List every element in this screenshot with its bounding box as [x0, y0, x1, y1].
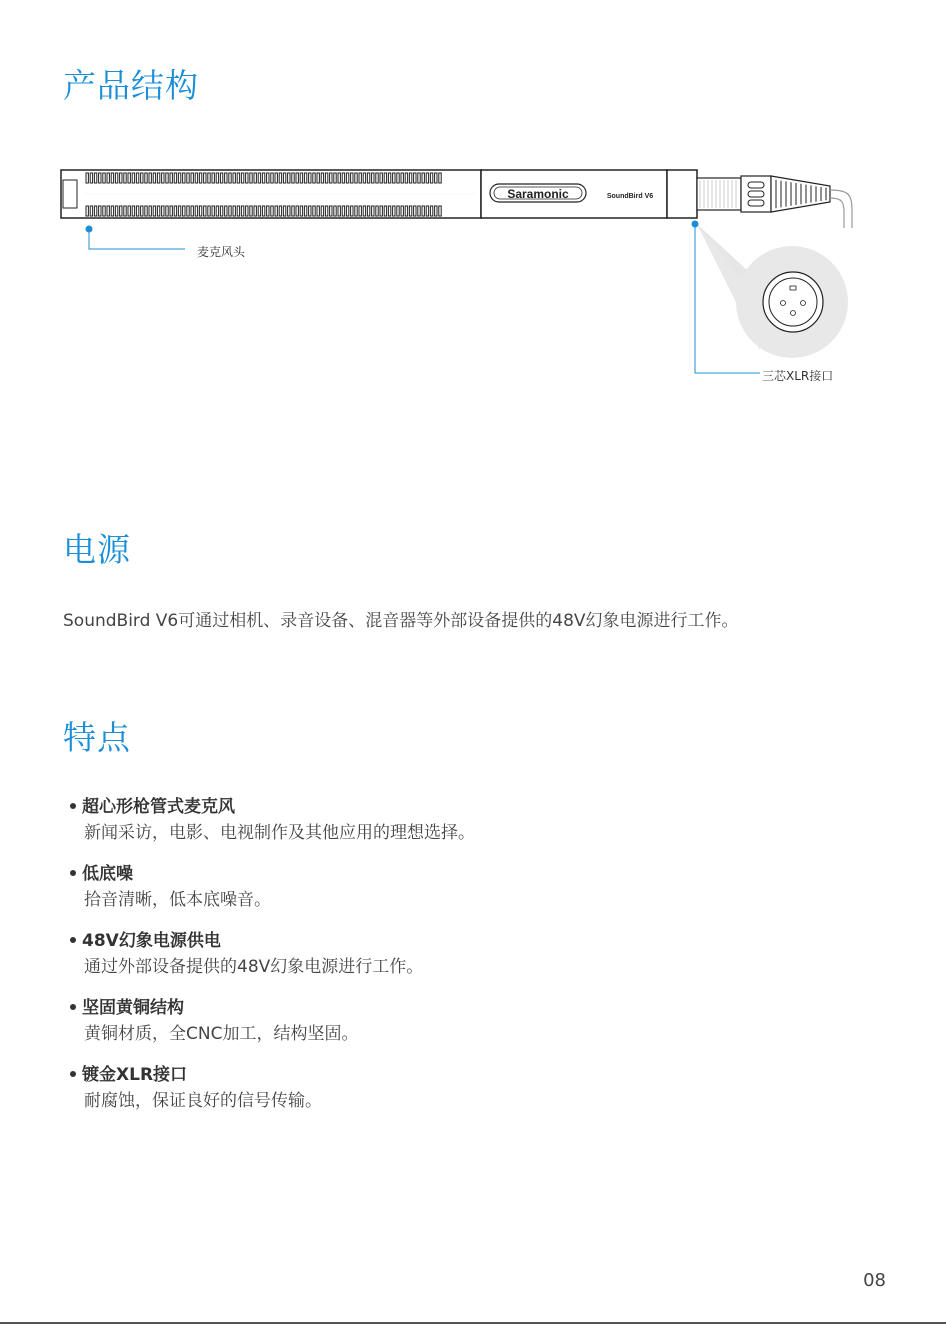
bullet-icon [70, 1004, 76, 1010]
feature-title: 超心形枪管式麦克风 [82, 797, 235, 817]
feature-item [66, 995, 886, 1062]
feature-desc: 耐腐蚀，保证良好的信号传输。 [84, 1091, 322, 1111]
feature-list [66, 794, 886, 1129]
model-text: SoundBird V6 [606, 193, 654, 200]
feature-desc: 通过外部设备提供的48V幻象电源进行工作。 [84, 957, 424, 977]
callout-label-mesh-head: 麦克风头 [197, 245, 246, 259]
feature-desc: 拾音清晰，低本底噪音。 [84, 890, 271, 910]
microphone-mesh-head [61, 170, 481, 218]
microphone-structure-diagram [0, 150, 946, 400]
microphone-body [481, 170, 667, 218]
callout-xlr [692, 221, 849, 374]
feature-desc: 黄铜材质，全CNC加工，结构坚固。 [84, 1024, 359, 1044]
callout-label-xlr-connector: 三芯XLR接口 [762, 369, 834, 383]
feature-title: 坚固黄铜结构 [82, 998, 184, 1018]
feature-title: 镀金XLR接口 [82, 1065, 188, 1085]
bullet-icon [70, 803, 76, 809]
section-title-structure: 产品结构 [63, 66, 199, 105]
feature-desc: 新闻采访，电影、电视制作及其他应用的理想选择。 [84, 823, 475, 843]
section-title-features: 特点 [63, 718, 131, 757]
microphone-rear-cap [667, 170, 697, 218]
feature-title: 低底噪 [82, 864, 133, 884]
section-title-power: 电源 [63, 530, 131, 569]
power-description: SoundBird V6可通过相机、录音设备、混音器等外部设备提供的48V幻象电源进行工作。 [63, 611, 739, 631]
feature-item [66, 928, 886, 995]
callout-mesh-head [86, 226, 186, 250]
feature-item [66, 861, 886, 928]
page-number: 08 [863, 1270, 886, 1291]
bullet-icon [70, 1071, 76, 1077]
feature-item [66, 1062, 886, 1129]
brand-logo-text: Saramonic [507, 187, 569, 201]
bullet-icon [70, 870, 76, 876]
xlr-plug [697, 176, 852, 228]
feature-item [66, 794, 886, 861]
bullet-icon [70, 937, 76, 943]
feature-title: 48V幻象电源供电 [82, 931, 221, 951]
